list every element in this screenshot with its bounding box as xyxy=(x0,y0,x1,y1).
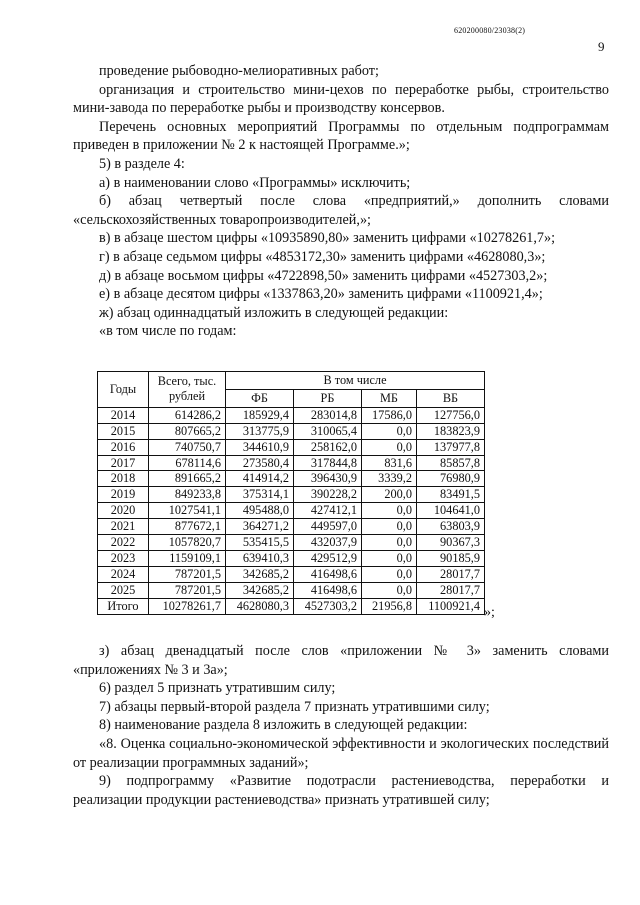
funding-table xyxy=(97,371,485,615)
value-cell: 416498,6 xyxy=(294,582,362,598)
table-row xyxy=(98,535,485,551)
year-cell: 2021 xyxy=(98,519,149,535)
table-body xyxy=(98,407,485,614)
value-cell: 375314,1 xyxy=(226,487,294,503)
value-cell: 310065,4 xyxy=(294,423,362,439)
text-block-top xyxy=(73,62,609,341)
table-row xyxy=(98,566,485,582)
paragraph: «в том числе по годам: xyxy=(99,323,237,340)
paragraph: ж) абзац одиннадцатый изложить в следующей редакции: xyxy=(99,304,449,321)
value-cell: 83491,5 xyxy=(417,487,485,503)
year-cell: 2024 xyxy=(98,566,149,582)
value-cell: 0,0 xyxy=(362,582,417,598)
value-cell: 63803,9 xyxy=(417,519,485,535)
table-row xyxy=(98,471,485,487)
table-row xyxy=(98,439,485,455)
table-row xyxy=(98,503,485,519)
value-cell: 0,0 xyxy=(362,503,417,519)
header-group: В том числе xyxy=(226,372,485,390)
table-row xyxy=(98,550,485,566)
value-cell: 429512,9 xyxy=(294,550,362,566)
paragraph: организация и строительство мини-цехов по переработке рыбы, строительство мини-завода по переработке рыбы и производству консервов. xyxy=(73,81,609,117)
value-cell: 432037,9 xyxy=(294,535,362,551)
value-cell: 76980,9 xyxy=(417,471,485,487)
value-cell: 258162,0 xyxy=(294,439,362,455)
value-cell: 807665,2 xyxy=(149,423,226,439)
value-cell: 535415,5 xyxy=(226,535,294,551)
year-cell: 2015 xyxy=(98,423,149,439)
paragraph: «8. Оценка социально-экономической эффективности и экологических последствий от реализации программных заданий»; xyxy=(73,735,609,771)
value-cell: 28017,7 xyxy=(417,582,485,598)
paragraph: з) абзац двенадцатый после слов «приложении № 3» заменить словами «приложениях № 3 и 3а»; xyxy=(73,643,609,678)
paragraph: д) в абзаце восьмом цифры «4722898,50» заменить цифрами «4527303,2»; xyxy=(99,267,548,284)
paragraph: Перечень основных мероприятий Программы по отдельным подпрограммам приведен в приложении № 2 к настоящей Программе.»; xyxy=(73,118,609,154)
value-cell: 90367,3 xyxy=(417,535,485,551)
value-cell: 787201,5 xyxy=(149,582,226,598)
value-cell: 877672,1 xyxy=(149,519,226,535)
table-row xyxy=(98,407,485,423)
value-cell: 414914,2 xyxy=(226,471,294,487)
value-cell: 342685,2 xyxy=(226,582,294,598)
value-cell: 1100921,4 xyxy=(417,598,485,614)
table-row xyxy=(98,487,485,503)
value-cell: 614286,2 xyxy=(149,407,226,423)
document-id: 620200080/23038(2) xyxy=(454,26,526,35)
paragraph: г) в абзаце седьмом цифры «4853172,30» заменить цифрами «4628080,3»; xyxy=(99,248,546,265)
year-cell: 2019 xyxy=(98,487,149,503)
value-cell: 273580,4 xyxy=(226,455,294,471)
value-cell: 313775,9 xyxy=(226,423,294,439)
value-cell: 28017,7 xyxy=(417,566,485,582)
value-cell: 1027541,1 xyxy=(149,503,226,519)
value-cell: 639410,3 xyxy=(226,550,294,566)
value-cell: 831,6 xyxy=(362,455,417,471)
table-tail: »; xyxy=(484,605,495,620)
value-cell: 0,0 xyxy=(362,566,417,582)
table-row xyxy=(98,582,485,598)
year-cell: 2018 xyxy=(98,471,149,487)
value-cell: 90185,9 xyxy=(417,550,485,566)
value-cell: 849233,8 xyxy=(149,487,226,503)
value-cell: 3339,2 xyxy=(362,471,417,487)
table-row xyxy=(98,598,485,614)
value-cell: 787201,5 xyxy=(149,566,226,582)
value-cell: 1159109,1 xyxy=(149,550,226,566)
paragraph: 6) раздел 5 признать утратившим силу; xyxy=(99,680,336,697)
value-cell: 183823,9 xyxy=(417,423,485,439)
paragraph: 9) подпрограмму «Развитие подотрасли растениеводства, переработки и реализации продукции растениеводства» признать утратившей силу; xyxy=(73,773,609,808)
year-cell: 2023 xyxy=(98,550,149,566)
year-cell: 2017 xyxy=(98,455,149,471)
value-cell: 342685,2 xyxy=(226,566,294,582)
paragraph: проведение рыбоводно-мелиоративных работ; xyxy=(99,63,379,79)
table-row xyxy=(98,455,485,471)
header-years: Годы xyxy=(98,372,149,408)
header-rb: РБ xyxy=(294,389,362,407)
value-cell: 0,0 xyxy=(362,535,417,551)
value-cell: 344610,9 xyxy=(226,439,294,455)
header-total: Всего, тыс. рублей xyxy=(149,372,226,408)
year-cell: 2020 xyxy=(98,503,149,519)
value-cell: 364271,2 xyxy=(226,519,294,535)
value-cell: 4527303,2 xyxy=(294,598,362,614)
value-cell: 10278261,7 xyxy=(149,598,226,614)
value-cell: 137977,8 xyxy=(417,439,485,455)
paragraph: е) в абзаце десятом цифры «1337863,20» заменить цифрами «1100921,4»; xyxy=(99,286,543,303)
value-cell: 104641,0 xyxy=(417,503,485,519)
header-vb: ВБ xyxy=(417,389,485,407)
paragraph: 8) наименование раздела 8 изложить в следующей редакции: xyxy=(99,717,468,734)
value-cell: 200,0 xyxy=(362,487,417,503)
value-cell: 317844,8 xyxy=(294,455,362,471)
paragraph: 5) в разделе 4: xyxy=(99,155,185,172)
value-cell: 0,0 xyxy=(362,439,417,455)
header-mb: МБ xyxy=(362,389,417,407)
value-cell: 85857,8 xyxy=(417,455,485,471)
value-cell: 678114,6 xyxy=(149,455,226,471)
value-cell: 4628080,3 xyxy=(226,598,294,614)
value-cell: 416498,6 xyxy=(294,566,362,582)
value-cell: 0,0 xyxy=(362,550,417,566)
value-cell: 390228,2 xyxy=(294,487,362,503)
value-cell: 21956,8 xyxy=(362,598,417,614)
header-fb: ФБ xyxy=(226,389,294,407)
value-cell: 449597,0 xyxy=(294,519,362,535)
page-number: 9 xyxy=(598,39,605,54)
paragraph: а) в наименовании слово «Программы» исключить; xyxy=(99,174,411,191)
paragraph: в) в абзаце шестом цифры «10935890,80» заменить цифрами «10278261,7»; xyxy=(99,230,556,247)
table-row xyxy=(98,519,485,535)
text-block-bottom xyxy=(73,642,609,809)
value-cell: 740750,7 xyxy=(149,439,226,455)
year-cell: 2014 xyxy=(98,407,149,423)
value-cell: 185929,4 xyxy=(226,407,294,423)
table-row xyxy=(98,423,485,439)
value-cell: 17586,0 xyxy=(362,407,417,423)
value-cell: 495488,0 xyxy=(226,503,294,519)
value-cell: 127756,0 xyxy=(417,407,485,423)
value-cell: 891665,2 xyxy=(149,471,226,487)
value-cell: 0,0 xyxy=(362,423,417,439)
value-cell: 283014,8 xyxy=(294,407,362,423)
value-cell: 396430,9 xyxy=(294,471,362,487)
value-cell: 0,0 xyxy=(362,519,417,535)
value-cell: 1057820,7 xyxy=(149,535,226,551)
year-cell: 2016 xyxy=(98,439,149,455)
paragraph: 7) абзацы первый-второй раздела 7 признать утратившими силу; xyxy=(99,698,490,715)
paragraph: б) абзац четвертый после слова «предприятий,» дополнить словами «сельскохозяйственных товаропроизводителей,»; xyxy=(73,193,609,228)
year-cell: 2025 xyxy=(98,582,149,598)
value-cell: 427412,1 xyxy=(294,503,362,519)
year-cell: 2022 xyxy=(98,535,149,551)
year-cell: Итого xyxy=(98,598,149,614)
